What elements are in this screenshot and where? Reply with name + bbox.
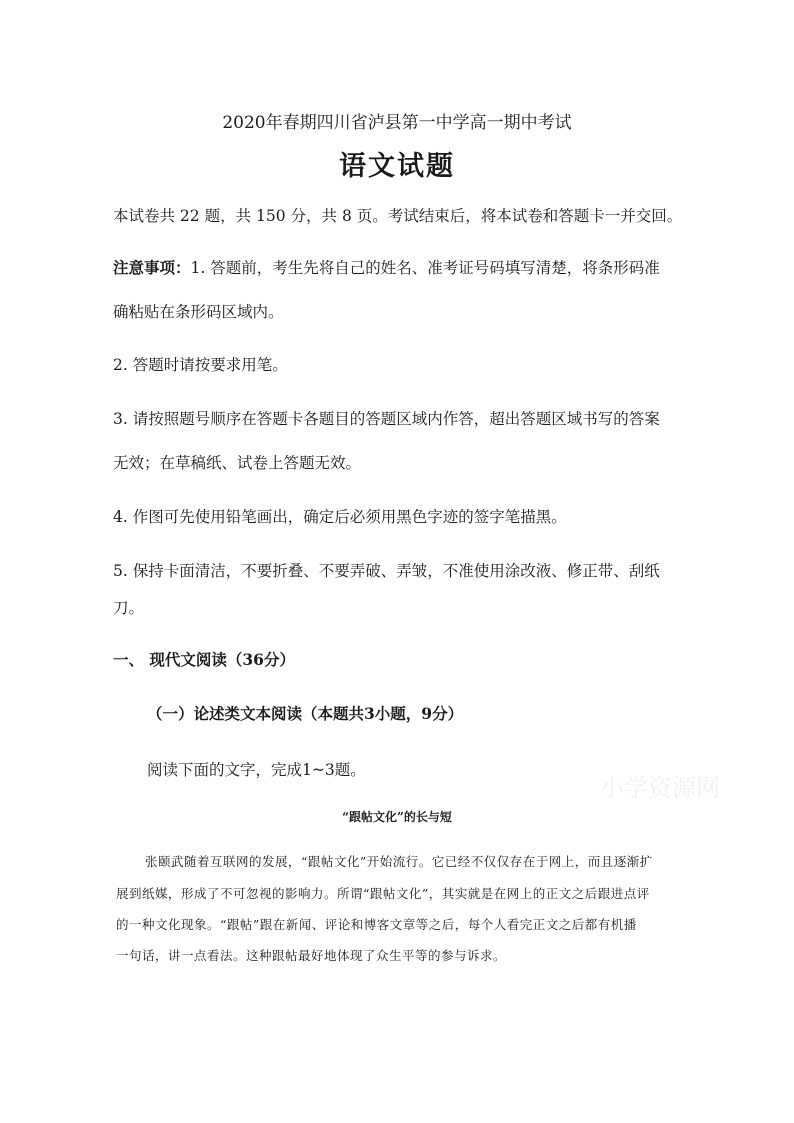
section-heading: 一、 现代文阅读（36分） bbox=[113, 650, 295, 669]
exam-title: 2020年春期四川省泸县第一中学高一期中考试 bbox=[222, 113, 572, 133]
notes-item-3-cont: 无效；在草稿纸、试卷上答题无效。 bbox=[113, 454, 362, 472]
intro-text: 本试卷共 22 题，共 150 分，共 8 页。考试结束后，将本试卷和答题卡一并交回。 bbox=[113, 207, 683, 225]
watermark: 小学资源网 bbox=[600, 774, 720, 802]
passage-line: 展到纸媒，形成了不可忽视的影响力。所谓“跟帖文化”，其实就是在网上的正文之后跟进点评 bbox=[116, 886, 650, 901]
passage-line: 的一种文化现象。“跟帖”跟在新闻、评论和博客文章等之后，每个人看完正文之后都有机播 bbox=[116, 917, 637, 932]
notes-line-1 bbox=[113, 256, 660, 278]
notes-item-5: 5. 保持卡面清洁，不要折叠、不要弄破、弄皱，不准使用涂改液、修正带、刮纸 bbox=[113, 562, 660, 580]
notes-label: 注意事项： bbox=[113, 258, 191, 277]
passage-line: 一句话，讲一点看法。这种跟帖最好地体现了众生平等的参与诉求。 bbox=[116, 948, 507, 963]
notes-item-2: 2. 答题时请按要求用笔。 bbox=[113, 356, 288, 374]
passage-title: “跟帖文化”的长与短 bbox=[342, 810, 452, 824]
notes-item-1: 1. 答题前，考生先将自己的姓名、准考证号码填写清楚，将条形码准 bbox=[190, 259, 660, 277]
notes-item-5-cont: 刀。 bbox=[113, 599, 145, 617]
subject-title: 语文试题 bbox=[339, 151, 455, 182]
reading-instruction: 阅读下面的文字，完成1~3题。 bbox=[147, 761, 366, 779]
passage-line: 张颐武随着互联网的发展，“跟帖文化”开始流行。它已经不仅仅存在于网上，而且逐渐扩 bbox=[145, 854, 653, 869]
notes-item-4: 4. 作图可先使用铅笔画出，确定后必须用黑色字迹的签字笔描黑。 bbox=[113, 508, 567, 526]
notes-item-1-cont: 确粘贴在条形码区域内。 bbox=[113, 303, 284, 321]
notes-item-3: 3. 请按照题号顺序在答题卡各题目的答题区域内作答，超出答题区域书写的答案 bbox=[113, 410, 660, 428]
section-subheading: （一）论述类文本阅读（本题共3小题，9分） bbox=[147, 704, 464, 723]
